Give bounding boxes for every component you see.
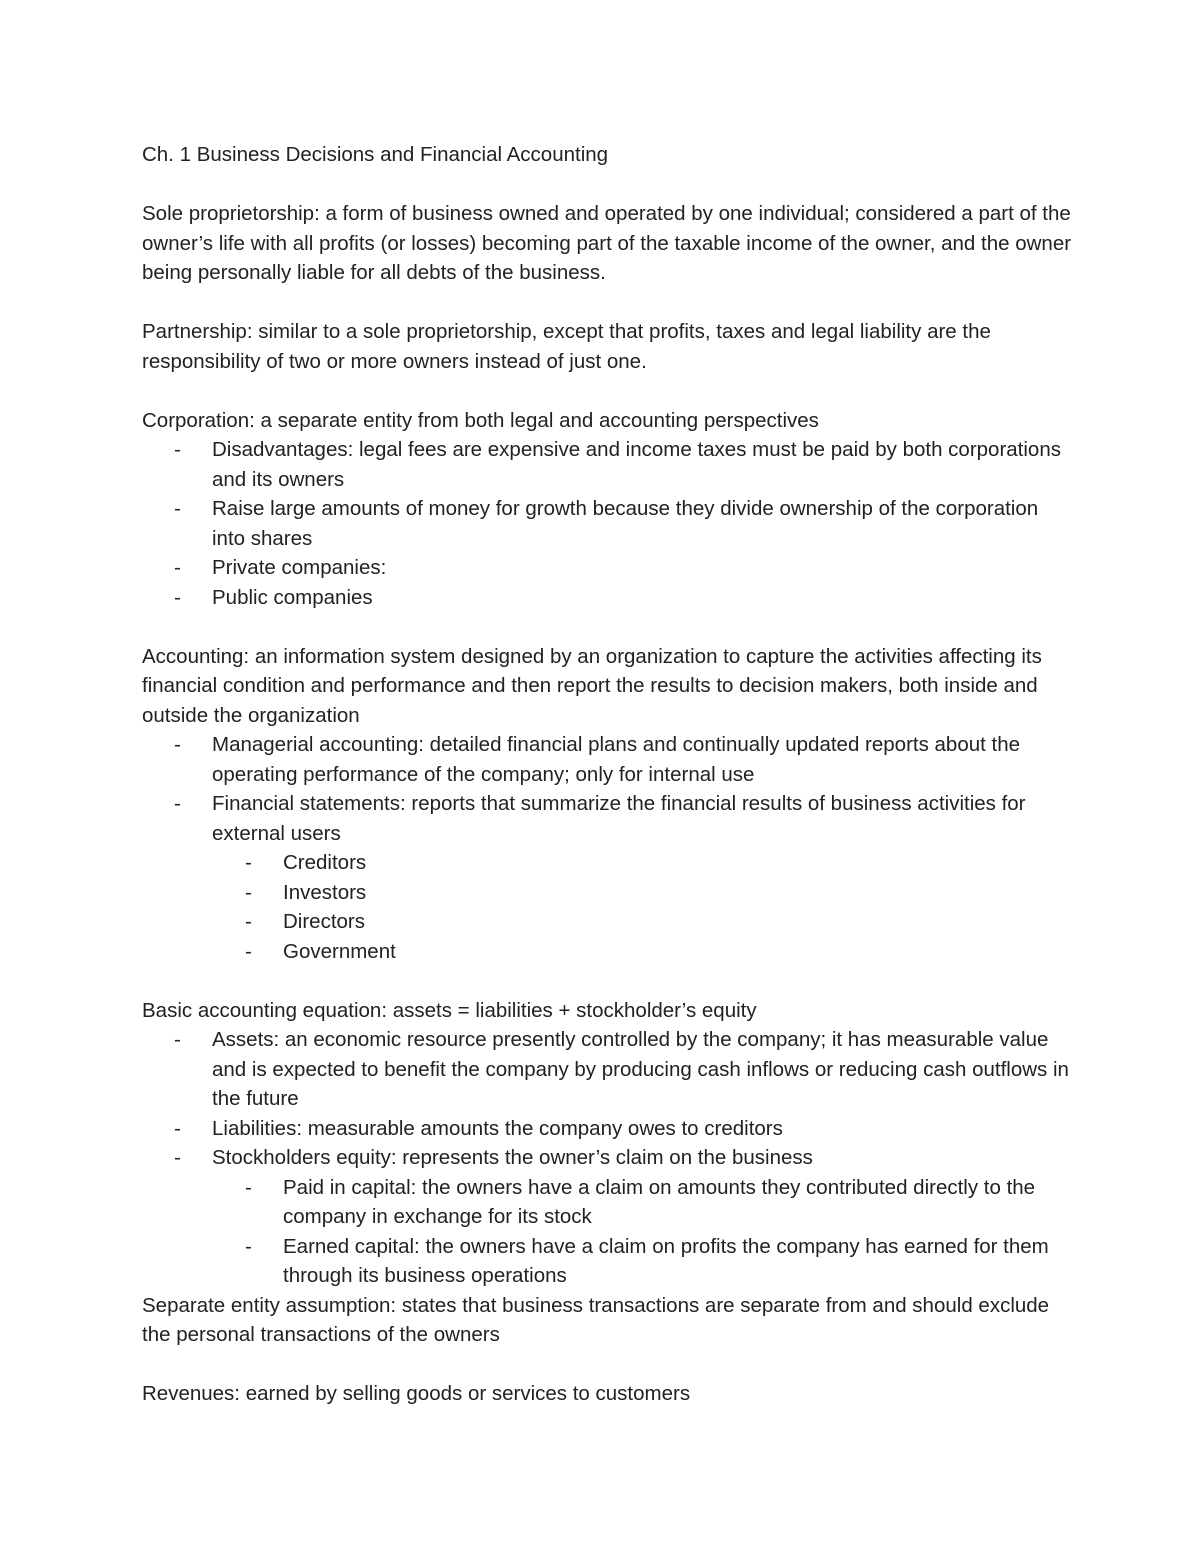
spacer	[142, 966, 1072, 996]
list-item	[142, 494, 1072, 553]
partnership-paragraph: Partnership: similar to a sole proprietorship, except that profits, taxes and legal liability are the responsibility of two or more owners instead of just one.	[142, 320, 997, 373]
revenues-paragraph: Revenues: earned by selling goods or services to customers	[142, 1382, 691, 1405]
list-item	[142, 907, 1072, 937]
list-item-text: Assets: an economic resource presently controlled by the company; it has measurable value and is expected to benefit the company by producing cash inflows or reducing cash outflows in the future	[212, 1028, 1069, 1110]
list-item	[142, 435, 1072, 494]
list-item	[142, 553, 1072, 583]
bullet-dash: -	[174, 556, 181, 579]
equity-list	[142, 1173, 1072, 1291]
bullet-dash: -	[245, 880, 252, 904]
external-users-list	[142, 848, 1072, 966]
bullet-dash: -	[174, 438, 181, 461]
spacer	[142, 612, 1072, 642]
bullet-dash: -	[245, 851, 252, 874]
list-item-text: Paid in capital: the owners have a claim on amounts they contributed directly to the company in exchange for its stock	[283, 1175, 1036, 1228]
list-item	[142, 848, 1072, 878]
spacer	[142, 170, 1072, 200]
bullet-dash: -	[174, 1116, 181, 1140]
list-item-text: Financial statements: reports that summarize the financial results of business activities for external users	[212, 792, 1026, 845]
list-item	[142, 730, 1072, 789]
bullet-dash: -	[174, 733, 181, 756]
bullet-dash: -	[245, 939, 252, 963]
spacer	[142, 288, 1072, 318]
list-item-text: Creditors	[283, 851, 367, 874]
list-item	[142, 1143, 1072, 1173]
list-item	[142, 937, 1072, 967]
bullet-dash: -	[174, 497, 181, 520]
accounting-heading: Accounting: an information system designed by an organization to capture the activities affecting its financial condition and performance and then report the results to decision makers, both inside and outside the organization	[142, 644, 1048, 727]
list-item-text: Investors	[283, 880, 367, 904]
document-body	[142, 140, 1077, 1409]
list-item-text: Government	[283, 939, 396, 963]
accounting-list	[142, 730, 1072, 848]
list-item-text: Private companies:	[212, 556, 387, 579]
corporation-list	[142, 435, 1072, 612]
sole-proprietorship-paragraph: Sole proprietorship: a form of business owned and operated by one individual; considered a part of the owner’s life with all profits (or losses) becoming part of the taxable income of the owner, and the owner being personally liable for all debts of the business.	[142, 202, 1077, 284]
list-item-text: Disadvantages: legal fees are expensive and income taxes must be paid by both corporations and its owners	[212, 438, 1061, 491]
list-item-text: Liabilities: measurable amounts the company owes to creditors	[212, 1116, 783, 1140]
list-item-text: Managerial accounting: detailed financial plans and continually updated reports about the operating performance of the company; only for internal use	[212, 733, 1021, 786]
list-item	[142, 1173, 1072, 1232]
list-item-text: Earned capital: the owners have a claim on profits the company has earned for them through its business operations	[283, 1234, 1049, 1287]
bullet-dash: -	[174, 792, 181, 815]
bullet-dash: -	[245, 1175, 252, 1199]
bullet-dash: -	[174, 585, 181, 609]
bullet-dash: -	[245, 910, 252, 933]
list-item-text: Public companies	[212, 585, 373, 609]
list-item-text: Raise large amounts of money for growth because they divide ownership of the corporation into shares	[212, 497, 1039, 550]
spacer	[142, 1350, 1072, 1380]
bullet-dash: -	[174, 1028, 181, 1051]
list-item	[142, 878, 1072, 908]
list-item	[142, 1232, 1072, 1291]
list-item	[142, 789, 1072, 848]
corporation-heading: Corporation: a separate entity from both legal and accounting perspectives	[142, 408, 819, 432]
separate-entity-paragraph: Separate entity assumption: states that business transactions are separate from and should exclude the personal transactions of the owners	[142, 1293, 1055, 1346]
equation-heading: Basic accounting equation: assets = liabilities + stockholder’s equity	[142, 998, 757, 1022]
list-item	[142, 1025, 1072, 1114]
document-title: Ch. 1 Business Decisions and Financial Accounting	[142, 143, 609, 166]
spacer	[142, 376, 1072, 406]
list-item-text: Directors	[283, 910, 366, 933]
equation-list	[142, 1025, 1072, 1173]
list-item	[142, 583, 1072, 613]
bullet-dash: -	[245, 1234, 252, 1258]
bullet-dash: -	[174, 1146, 181, 1169]
list-item-text: Stockholders equity: represents the owner’s claim on the business	[212, 1146, 813, 1169]
list-item	[142, 1114, 1072, 1144]
